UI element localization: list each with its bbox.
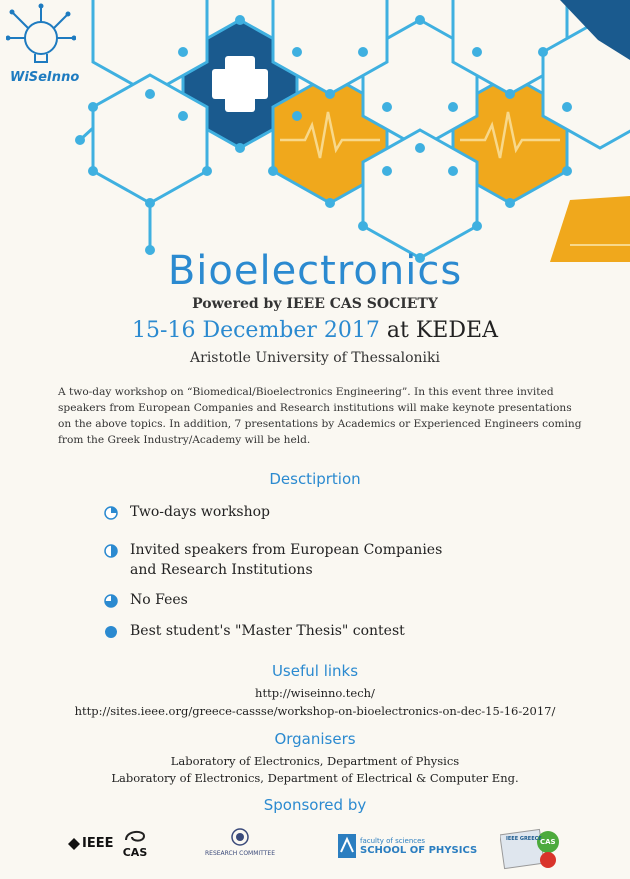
school-of-physics-logo: faculty of sciences SCHOOL OF PHYSICS <box>338 834 477 858</box>
link-wiseinno[interactable]: http://wiseinno.tech/ <box>255 686 375 700</box>
list-item-text: Best student's "Master Thesis" contest <box>130 623 405 639</box>
quarter-pie-icon <box>104 506 118 520</box>
link-ieee-workshop[interactable]: http://sites.ieee.org/greece-cassse/workshop-on-bioelectronics-on-dec-15-16-2017/ <box>74 704 556 718</box>
list-item <box>104 590 188 610</box>
hexagon-hero-graphic <box>0 0 630 270</box>
list-item <box>104 502 270 522</box>
university: Aristotle University of Thessaloniki <box>190 350 440 366</box>
organisers-heading: Organisers <box>274 730 356 748</box>
page-title: Bioelectronics <box>167 248 463 294</box>
cas-logo: CAS <box>122 828 148 859</box>
description-heading: Desctiprtion <box>269 470 361 488</box>
physics-emblem-icon <box>338 834 356 858</box>
ieee-diamond-icon <box>68 838 80 850</box>
organiser-item: Laboratory of Electronics, Department of Electrical & Computer Eng. <box>111 771 519 785</box>
list-item <box>104 621 405 641</box>
logo-text: WiSeInno <box>10 70 80 85</box>
ieee-greece-cas-badge: IEEE GREECE CAS <box>500 824 564 870</box>
list-item-text: and Research Institutions <box>130 562 313 578</box>
half-pie-icon <box>104 544 118 558</box>
list-item-text: No Fees <box>130 592 188 608</box>
full-circle-icon <box>104 625 118 639</box>
event-date-venue <box>0 318 630 343</box>
event-venue: at KEDEA <box>386 318 498 343</box>
organiser-item: Laboratory of Electronics, Department of Physics <box>170 754 460 768</box>
powered-by: Powered by IEEE CAS SOCIETY <box>192 296 438 312</box>
three-quarter-pie-icon <box>104 594 118 608</box>
list-item-text: Invited speakers from European Companies <box>130 542 443 558</box>
links-heading: Useful links <box>271 662 359 680</box>
seal-icon <box>231 828 249 846</box>
list-item-text: Two-days workshop <box>130 504 271 520</box>
cas-swirl-icon <box>122 828 148 844</box>
intro-paragraph: A two-day workshop on “Biomedical/Bioelectronics Engineering”. In this event three invited speakers from European Companies and Research institutions will make keynote presentations on the above topics. In addition, 7 presentations by Academics or Experienced Engineers coming from the Greek Industry/Academy will be held. <box>58 386 582 446</box>
list-item <box>104 540 442 580</box>
research-committee-logo: RESEARCH COMMITTEE <box>198 828 282 857</box>
event-date: 15-16 December 2017 <box>132 318 380 343</box>
ieee-logo: IEEE <box>68 836 113 851</box>
badge-icon <box>500 824 564 870</box>
sponsors-heading: Sponsored by <box>263 796 367 814</box>
